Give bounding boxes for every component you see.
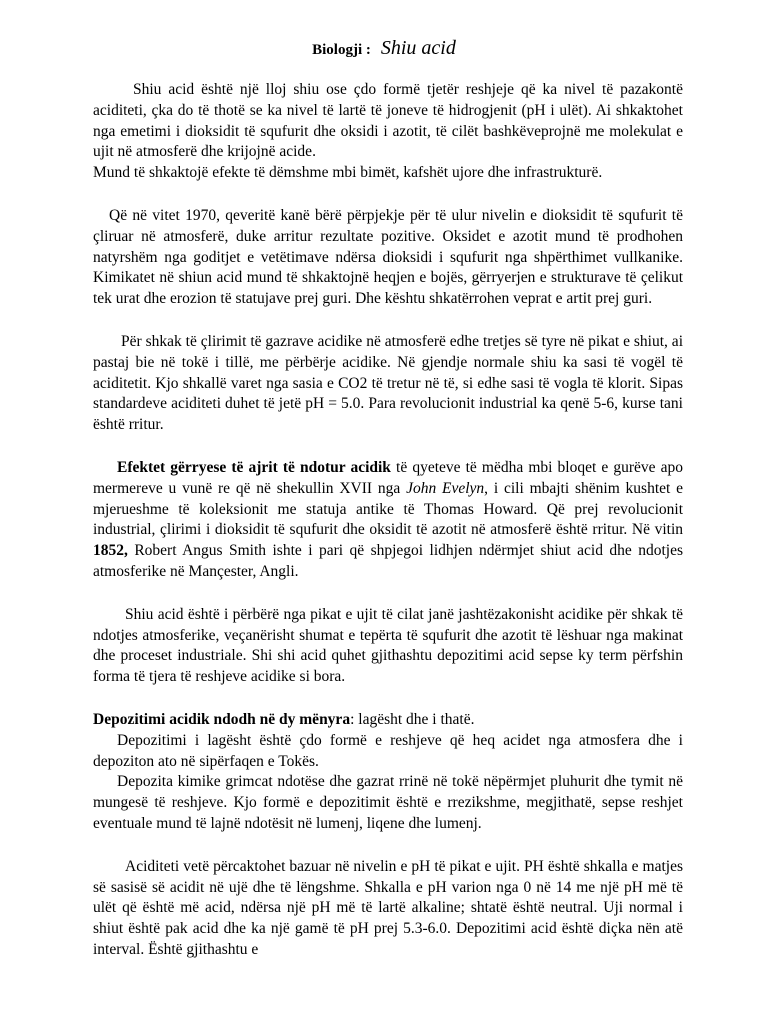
paragraph-corrosive-effects: Efektet gërryese të ajrit të ndotur acidik të qyeteve të mëdha mbi bloqet e gurëve apo mermereve u vunë re që në shekullin XVII nga John Evelyn, i cili mbajti shënim kushtet e mjerueshme të koleksionit me statuja antike të Thomas Howard. Që prej revolucionit industrial, çlirimi i dioksidit të squfurit dhe oksidit të azotit në atmosferë është rritur. Në vitin 1852, Robert Angus Smith ishte i pari që shpjegoi lidhjen ndërmjet shiut acid dhe ndotjes atmosferike në Mançester, Angli. bbox=[93, 458, 684, 580]
paragraph-effects: Mund të shkaktojë efekte të dëmshme mbi bimët, kafshët ujore dhe infrastrukturë. bbox=[93, 164, 603, 182]
italic-name: John Evelyn bbox=[406, 479, 485, 497]
paragraph-ph: Aciditeti vetë përcaktohet bazuar në nivelin e pH të pikat e ujit. PH është shkalla e matjes së sasisë së acidit në ujë dhe të lëngshme. Shkalla e pH varion nga 0 në 14 me një pH më të ulët që është më acid, ndërsa një pH më të lartë alkaline; shtatë është neutral. Uji normal i shiut është pak acid dhe ka një gamë të pH prej 5.3-6.0. Depozitimi acid është diçka nën atë interval. Është gjithashtu e bbox=[93, 857, 683, 958]
page-title: Shiu acid bbox=[380, 37, 456, 59]
paragraph-deposition-heading: Depozitimi acidik ndodh në dy mënyra: lagësht dhe i thatë. bbox=[93, 710, 475, 728]
paragraph-dry-deposition: Depozita kimike grimcat ndotëse dhe gazrat rrinë në tokë nëpërmjet pluhurit dhe tymit në mungesë të reshjeve. Kjo formë e depozitimit është e rrezikshme, megjithatë, sepse reshjet eventuale mund të lajnë ndotësit në lumenj, liqene dhe lumenj. bbox=[93, 773, 683, 832]
paragraph-history: Që në vitet 1970, qeveritë kanë bërë përpjekje për të ulur nivelin e dioksidit të squfurit të çliruar në atmosferë, duke arritur rezultate pozitive. Oksidet e azotit mund të prodhohen natyrshëm nga goditjet e vetëtimave ndërsa dioksidi i squfurit nga shpërthimet vullkanike. Kimikatet në shiun acid mund të shkaktojnë heqjen e bojës, gërryerjen e strukturave të çelikut tek urat dhe erozion të statujave prej guri. Dhe kështu shkatërrohen veprat e artit prej guri. bbox=[93, 206, 683, 308]
bold-heading: Efektet gërryese të ajrit të ndotur acidik bbox=[117, 458, 391, 476]
paragraph-definition: Shiu acid është i përbërë nga pikat e ujit të cilat janë jashtëzakonisht acidike për shkak të ndotjes atmosferike, veçanërisht shumat e tepërta të squfurit dhe azotit të lëshuar nga makinat dhe proceset industriale. Shi shi acid quhet gjithashtu depozitimi acid sepse ky term përfshin forma të tjera të reshjeve acidike si bora. bbox=[93, 605, 683, 686]
title-line bbox=[0, 37, 768, 60]
bold-year: 1852, bbox=[93, 542, 128, 560]
paragraph-causes: Për shkak të çlirimit të gazrave acidike në atmosferë edhe tretjes së tyre në pikat e shiut, ai pastaj bie në tokë i tillë, me përbërje acidike. Në gjendje normale shiu ka sasi të vogël të aciditetit. Kjo shkallë varet nga sasia e CO2 të tretur në të, si edhe sasi të vogla të klorit. Sipas standardeve aciditeti duhet të jetë pH = 5.0. Para revolucionit industrial ka qenë 5-6, kurse tani është rritur. bbox=[93, 332, 683, 434]
paragraph-intro: Shiu acid është një lloj shiu ose çdo formë tjetër reshjeje që ka nivel të pazakontë aciditeti, çka do të thotë se ka nivel të lartë të joneve të hidrogjenit (pH i ulët). Ai shkaktohet nga emetimi i dioksidit të squfurit dhe oksidi i azotit, të cilët bashkëveprojnë me molekulat e ujit në atmosferë dhe krijojnë acide. bbox=[93, 81, 683, 161]
subject-label: Biologji : bbox=[312, 42, 371, 58]
paragraph-wet-deposition: Depozitimi i lagësht është çdo formë e reshjeve që heq acidet nga atmosfera dhe i depoziton ato në sipërfaqen e Tokës. bbox=[93, 731, 683, 770]
bold-heading: Depozitimi acidik ndodh në dy mënyra bbox=[93, 710, 351, 728]
document-body bbox=[93, 80, 683, 961]
